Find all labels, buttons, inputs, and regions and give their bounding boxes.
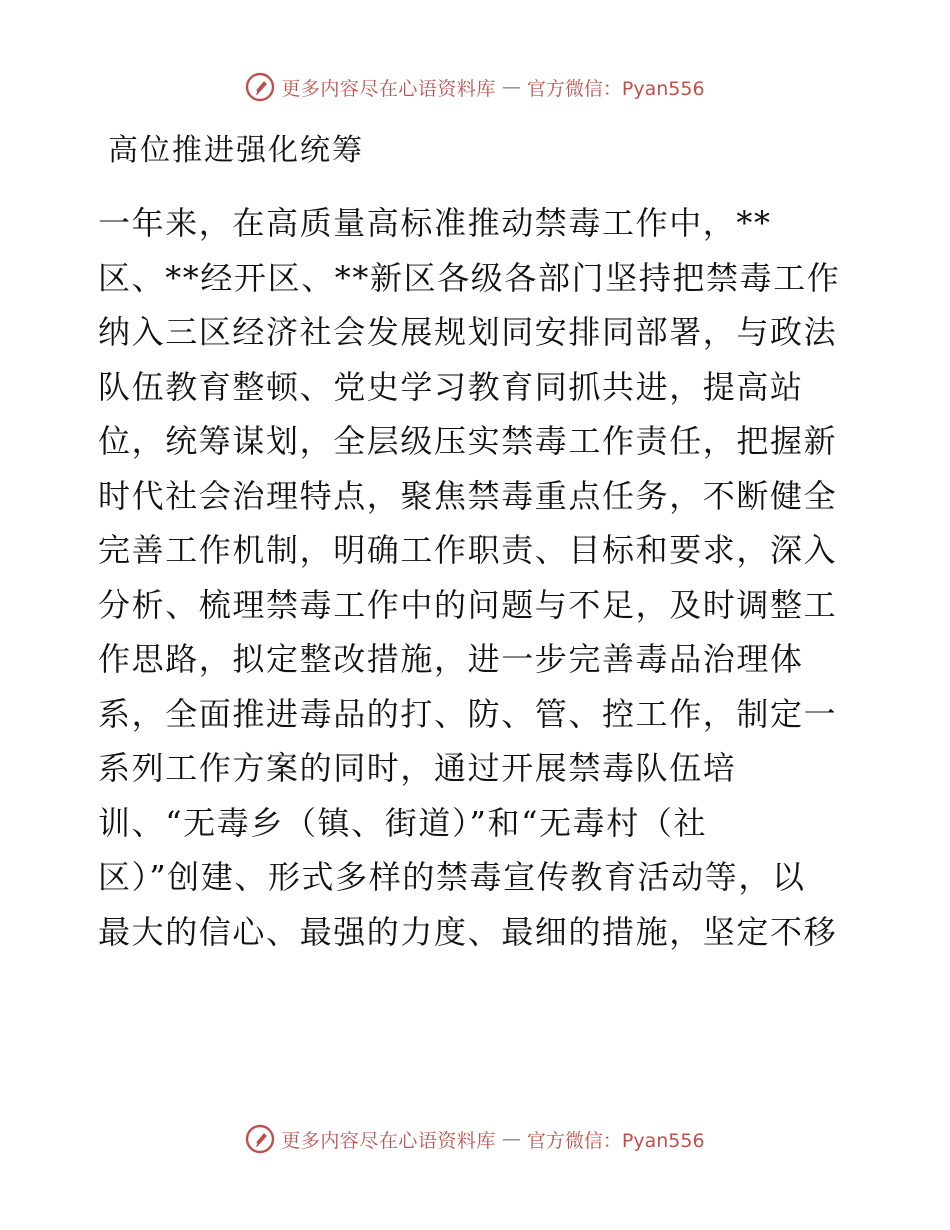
body-line: 位，统筹谋划，全层级压实禁毒工作责任，把握新	[98, 422, 838, 460]
watermark-text: 更多内容尽在心语资料库	[281, 1129, 496, 1152]
body-line: 作思路，拟定整改措施，进一步完善毒品治理体	[98, 640, 804, 678]
body-line: 纳入三区经济社会发展规划同安排同部署，与政法	[98, 313, 838, 351]
body-line: 系，全面推进毒品的打、防、管、控工作，制定一	[98, 694, 838, 733]
watermark-dash: —	[501, 76, 521, 98]
body-line: 区）”创建、形式多样的禁毒宣传教育活动等，以	[98, 858, 806, 896]
body-line: 队伍教育整顿、党史学习教育同抓共进，提高站	[98, 367, 804, 406]
pen-nib-logo-icon	[245, 72, 275, 102]
pen-nib-logo-icon	[245, 1124, 275, 1154]
watermark-footer	[0, 1124, 950, 1154]
watermark-header	[0, 72, 950, 102]
body-line: 区、**经开区、**新区各级各部门坚持把禁毒工作	[98, 258, 841, 297]
watermark-dash: —	[501, 1128, 521, 1150]
body-line: 一年来，在高质量高标准推动禁毒工作中，**	[98, 204, 772, 242]
body-line: 时代社会治理特点，聚焦禁毒重点任务，不断健全	[98, 476, 838, 515]
body-line: 训、“无毒乡（镇、街道）”和“无毒村（社	[98, 803, 708, 842]
watermark-account: 官方微信：Pyan556	[526, 77, 705, 100]
body-line: 最大的信心、最强的力度、最细的措施，坚定不移	[98, 912, 838, 951]
body-paragraph	[98, 196, 858, 959]
body-line: 系列工作方案的同时，通过开展禁毒队伍培	[98, 749, 737, 787]
body-line: 分析、梳理禁毒工作中的问题与不足，及时调整工	[98, 585, 838, 624]
watermark-text: 更多内容尽在心语资料库	[281, 77, 496, 100]
body-line: 完善工作机制，明确工作职责、目标和要求，深入	[98, 531, 838, 569]
watermark-account: 官方微信：Pyan556	[526, 1129, 705, 1152]
section-heading: 高位推进强化统筹	[108, 133, 364, 168]
